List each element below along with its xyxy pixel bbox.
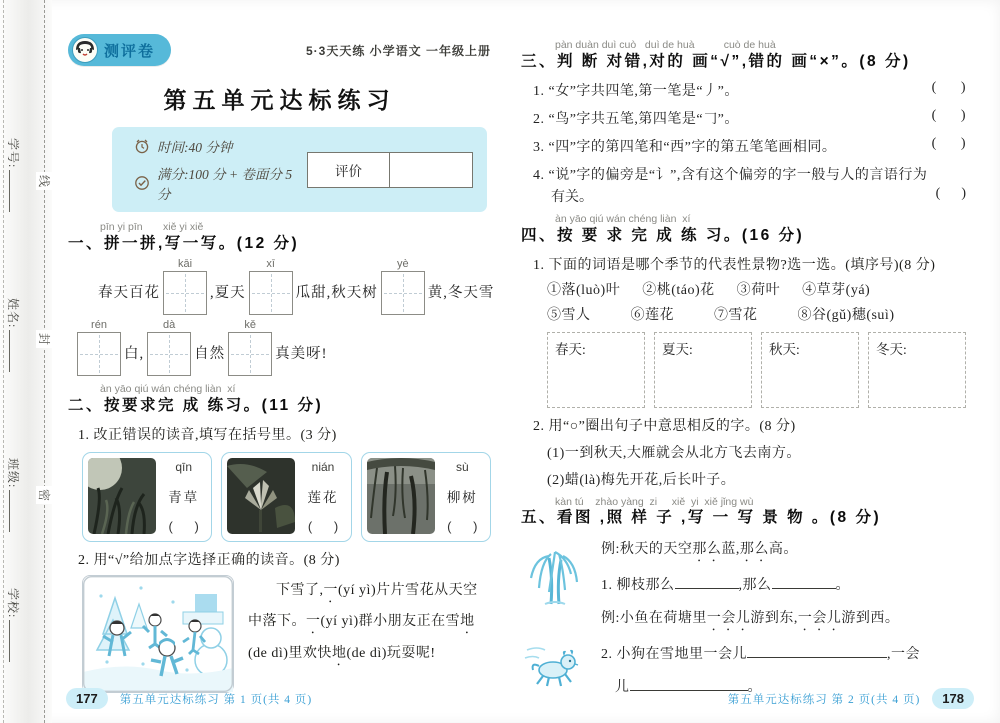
passage-text: 游到东, — [750, 611, 798, 627]
option: ①落(luò)叶 — [547, 282, 621, 298]
answer-blank[interactable] — [747, 644, 887, 658]
passage-text: 下雪了, — [276, 582, 324, 598]
question-2-2-body — [82, 575, 491, 693]
card-willow — [361, 452, 491, 542]
student-avatar-icon — [72, 37, 98, 63]
answer-paren[interactable]: ( ) — [168, 518, 199, 534]
fill-text: 黄,冬天雪 — [427, 285, 495, 302]
time-label: 时间:40 分钟 — [157, 140, 233, 155]
section-4 — [521, 214, 966, 488]
writing-grid-box[interactable] — [163, 271, 207, 315]
question-4-1: 1. 下面的词语是哪个季节的代表性景物?选一选。(填序号)(8 分) — [533, 257, 936, 273]
page-number-badge: 178 — [932, 688, 974, 709]
check-circle-icon — [134, 175, 150, 191]
passage-text: 例:小鱼在荷塘里 — [601, 611, 707, 627]
badge-label: 测评卷 — [104, 42, 156, 60]
fill-text: 自然 — [194, 346, 226, 363]
sentence-text: 2. 小狗在雪地里一会儿 — [601, 647, 747, 663]
section-4-heading: 四、按 要 求 完 成 练 习。(16 分) — [521, 227, 805, 245]
fill-text: 真美呀! — [275, 346, 328, 363]
option: ③荷叶 — [736, 282, 781, 298]
section-3-pinyin: pàn duàn duì cuò duì de huà cuò de huà — [555, 39, 776, 51]
fill-row-1 — [98, 258, 495, 315]
left-footer — [66, 688, 312, 709]
season-box-spring[interactable]: 春天: — [547, 332, 645, 408]
emphasized-char: 一 — [306, 614, 321, 630]
school-field[interactable]: 学校: — [5, 588, 22, 662]
answer-paren[interactable]: ( ) — [931, 136, 966, 152]
option: ⑤雪人 — [547, 307, 591, 323]
passage-text: 高。 — [768, 542, 798, 558]
grass-photo — [88, 458, 156, 534]
season-box-winter[interactable]: 冬天: — [868, 332, 966, 408]
pinyin-hint: yè — [396, 258, 409, 271]
left-page — [52, 0, 507, 723]
emphasized-char: 那么 — [692, 542, 722, 558]
passage-text: (de dì)玩耍呢! — [346, 645, 436, 661]
options-row-2 — [547, 304, 966, 324]
fill-row-2 — [74, 319, 491, 376]
sentence-text: 。 — [747, 680, 762, 695]
passage-text: 游到西。 — [841, 611, 900, 627]
pinyin-hint: kě — [244, 319, 256, 332]
exam-info-box — [112, 127, 487, 212]
card-word: 柳树 — [446, 490, 478, 506]
passage-text: 蓝, — [721, 542, 740, 558]
seal-margin — [0, 0, 52, 723]
sub-item-2: (2)蜡(là)梅先开花,后长叶子。 — [547, 472, 736, 488]
card-lotus — [221, 452, 351, 542]
right-footer — [728, 688, 974, 709]
answer-paren[interactable]: ( ) — [935, 186, 966, 202]
pinyin-hint: rén — [91, 319, 107, 332]
card-word: 青草 — [168, 490, 200, 506]
section-3-heading: 三、判 断 对错,对的 画“√”,错的 画“×”。(8 分) — [521, 52, 911, 70]
passage-text: 例:秋天的天空 — [601, 542, 693, 558]
section-1-pinyin: pīn yi pīn xiě yi xiě — [100, 221, 204, 233]
footer-caption: 第五单元达标练习 第 2 页(共 4 页) — [727, 693, 921, 706]
question-2-1: 1. 改正错误的读音,填写在括号里。(3 分) — [78, 427, 337, 443]
seal-line-char-feng: 封 — [36, 330, 53, 348]
option: ⑥莲花 — [630, 307, 674, 323]
page-title: 第五单元达标练习 — [163, 87, 396, 113]
clock-icon — [134, 138, 150, 154]
puppy-illustration — [523, 642, 583, 693]
emphasized-char: 那么 — [739, 542, 769, 558]
season-box-autumn[interactable]: 秋天: — [761, 332, 859, 408]
card-word: 莲花 — [307, 490, 339, 506]
writing-grid-box[interactable] — [249, 271, 293, 315]
passage-text: (yí yì)群小朋友正在雪 — [320, 614, 461, 630]
writing-grid-box[interactable] — [77, 332, 121, 376]
card-pinyin: qīn — [175, 459, 192, 474]
section-5 — [521, 497, 966, 700]
evaluation-input-cell[interactable] — [390, 153, 472, 187]
section-4-pinyin: àn yāo qiú wán chéng liàn xí — [555, 213, 691, 226]
writing-grid-box[interactable] — [228, 332, 272, 376]
answer-paren[interactable]: ( ) — [931, 80, 966, 96]
example-sentence-1 — [601, 538, 966, 565]
sub-item-1: (1)一到秋天,大雁就会从北方飞去南方。 — [547, 445, 801, 461]
fill-sentence-2 — [601, 643, 966, 667]
section-2-heading: 二、按要求完 成 练习。(11 分) — [68, 397, 324, 415]
student-name-field[interactable]: 姓名: — [5, 298, 22, 372]
judge-text: 4. “说”字的偏旁是“讠”,含有这个偏旁的字一般与人的言语行为 — [533, 168, 928, 184]
class-field[interactable]: 班级: — [5, 458, 22, 532]
judge-text: 3. “四”字的第四笔和“西”字的第五笔笔画相同。 — [533, 140, 837, 156]
section-2-pinyin: àn yāo qiú wán chéng liàn xí — [100, 383, 236, 396]
sentence-text: ,那么 — [738, 578, 772, 594]
judge-text: 2. “鸟”字共五笔,第四笔是“𠃌”。 — [533, 112, 739, 128]
section-1-heading: 一、拼一拼,写一写。(12 分) — [68, 234, 300, 252]
judge-item — [533, 164, 966, 184]
willow-illustration — [525, 544, 583, 611]
card-pinyin: sù — [455, 459, 469, 474]
pinyin-hint: xī — [266, 258, 275, 271]
emphasized-char: 地 — [460, 614, 475, 630]
passage-text: (yí yì)片片雪花从天空中落下。 — [248, 582, 478, 630]
option: ⑦雪花 — [714, 307, 758, 323]
page-number-badge: 177 — [66, 688, 108, 709]
answer-blank[interactable] — [675, 575, 739, 589]
question-2-2: 2. 用“√”给加点字选择正确的读音。(8 分) — [78, 552, 340, 568]
answer-paren[interactable]: ( ) — [307, 518, 339, 534]
question-4-2: 2. 用“○”圈出句子中意思相反的字。(8 分) — [533, 418, 796, 434]
emphasized-char: 一会儿 — [797, 611, 842, 627]
sentence-text: 。 — [835, 578, 850, 594]
fill-text: ,夏天 — [210, 285, 246, 302]
emphasized-char: 地 — [331, 645, 347, 661]
judge-item-continued — [551, 186, 966, 206]
evaluation-label: 评价 — [308, 153, 390, 187]
judge-text: 有关。 — [551, 190, 593, 206]
judge-item — [533, 108, 966, 128]
season-box-summer[interactable]: 夏天: — [654, 332, 752, 408]
pinyin-hint: kāi — [177, 258, 193, 271]
fill-text: 白, — [124, 346, 145, 363]
options-row-1 — [547, 279, 966, 299]
section-1 — [68, 221, 495, 376]
sentence-text: 1. 柳枝那么 — [601, 578, 675, 594]
section-2 — [68, 384, 491, 692]
book-header: 5·3天天练 小学语文 一年级上册 — [305, 43, 491, 58]
writing-grid-box[interactable] — [147, 332, 191, 376]
score-label: 满分:100 分 + 卷面分 5 分 — [157, 167, 293, 202]
judge-text: 1. “女”字共四笔,第一笔是“丿”。 — [533, 84, 739, 100]
seal-line-char-xian: 线 — [36, 172, 53, 190]
right-page — [507, 0, 1000, 723]
judge-item — [533, 80, 966, 100]
student-id-field[interactable]: 学号: — [5, 138, 22, 212]
option: ④草芽(yá) — [802, 282, 871, 298]
passage-text: (de dì)里欢快 — [248, 645, 332, 661]
card-pinyin: nián — [311, 459, 335, 474]
pinyin-hint: dà — [163, 319, 176, 332]
example-sentence-2 — [601, 607, 966, 634]
emphasized-char: 一会儿 — [706, 611, 751, 627]
footer-caption: 第五单元达标练习 第 1 页(共 4 页) — [119, 693, 313, 706]
season-boxes — [547, 332, 966, 408]
section-5-pinyin: kàn tú zhào yàng zi xiě yi xiě jǐng wù — [555, 495, 754, 508]
paper-type-badge — [68, 34, 171, 66]
answer-paren[interactable]: ( ) — [447, 518, 478, 534]
photo-cards — [82, 452, 491, 542]
emphasized-char: 一 — [323, 582, 338, 598]
snow-scene-illustration — [82, 575, 234, 693]
fill-sentence-1 — [601, 574, 966, 598]
section-3 — [521, 40, 966, 206]
evaluation-box — [307, 152, 473, 188]
option: ②桃(táo)花 — [642, 282, 715, 298]
lotus-photo — [227, 458, 295, 534]
section-5-heading: 五、看图 ,照 样 子 ,写 一 写 景 物 。(8 分) — [521, 509, 882, 527]
fill-text: 春天百花 — [98, 285, 160, 302]
sentence-text: 儿 — [615, 680, 630, 695]
answer-blank[interactable] — [772, 575, 836, 589]
answer-paren[interactable]: ( ) — [931, 108, 966, 124]
judge-item — [533, 136, 966, 156]
option: ⑧谷(gǔ)穗(suì) — [797, 307, 895, 323]
card-grass — [82, 452, 212, 542]
fill-text: 瓜甜,秋天树 — [295, 285, 378, 302]
willow-photo — [367, 458, 435, 534]
sentence-text: ,一会 — [887, 647, 920, 663]
seal-line-char-mi: 密 — [36, 486, 53, 504]
writing-grid-box[interactable] — [381, 271, 425, 315]
